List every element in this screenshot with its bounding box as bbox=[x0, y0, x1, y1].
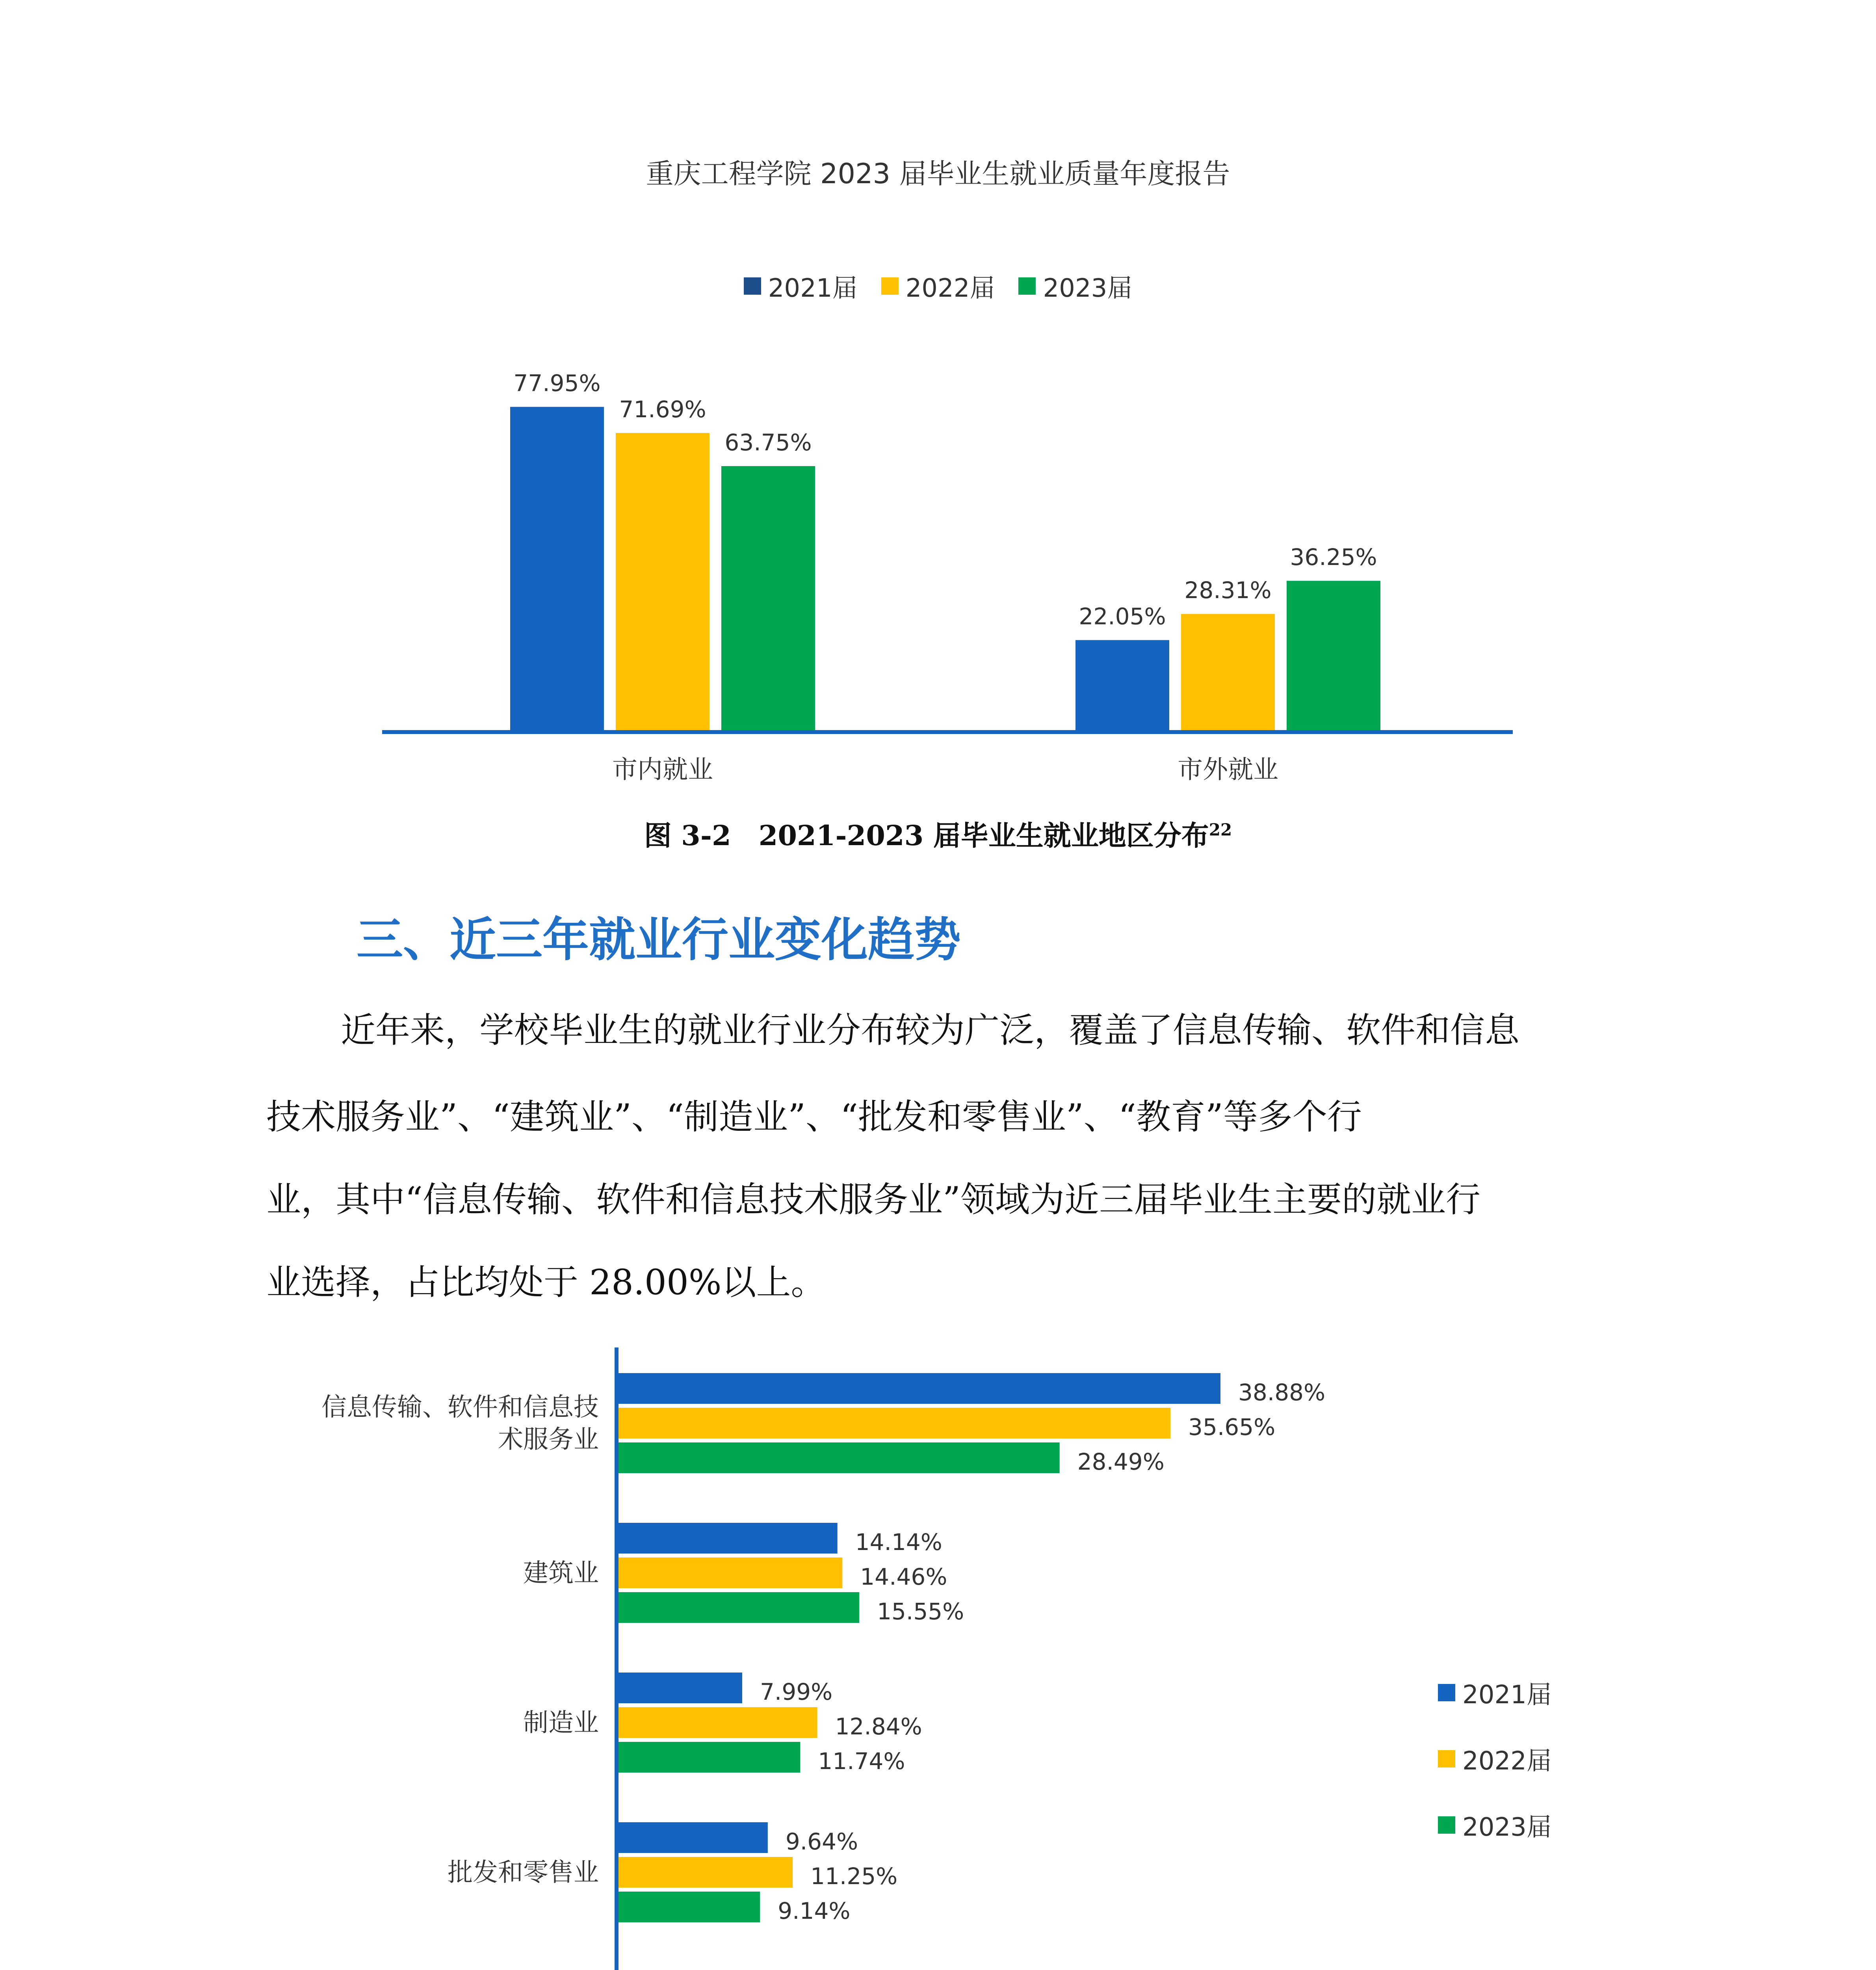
chart1-category-label-1: 市外就业 bbox=[1178, 755, 1278, 784]
chart2-value-label-1-2: 15.55% bbox=[877, 1598, 964, 1625]
footnote-ref-22[interactable]: 22 bbox=[1209, 820, 1232, 840]
chart2-bar-1-0 bbox=[619, 1523, 838, 1554]
chart2-bar-1-2 bbox=[619, 1592, 859, 1623]
legend2-label-2021: 2021届 bbox=[1462, 1680, 1552, 1710]
chart2-value-label-0-0: 38.88% bbox=[1238, 1379, 1326, 1406]
chart2-value-label-3-2: 9.14% bbox=[778, 1898, 851, 1924]
chart2-category-label-3-0: 批发和零售业 bbox=[448, 1858, 599, 1887]
chart2-value-label-1-0: 14.14% bbox=[855, 1529, 942, 1556]
section-heading: 三、近三年就业行业变化趋势 bbox=[357, 913, 961, 967]
chart1-category-label-0: 市内就业 bbox=[612, 755, 713, 784]
paragraph-line-4: 业选择，占比均处于 28.00%以上。 bbox=[266, 1262, 826, 1303]
chart2-value-label-0-2: 28.49% bbox=[1077, 1448, 1165, 1475]
chart2-category-label-0-1: 术服务业 bbox=[498, 1425, 599, 1454]
running-header: 重庆工程学院 2023 届毕业生就业质量年度报告 bbox=[646, 158, 1230, 190]
legend2-label-2023: 2023届 bbox=[1462, 1813, 1552, 1842]
legend2-swatch-2021 bbox=[1438, 1684, 1455, 1701]
chart2-value-label-0-1: 35.65% bbox=[1188, 1414, 1276, 1440]
paragraph-line-1: 近年来，学校毕业生的就业行业分布较为广泛，覆盖了信息传输、软件和信息 bbox=[341, 1010, 1520, 1050]
chart1-value-label-0-0: 77.95% bbox=[513, 370, 601, 397]
legend-label-2023: 2023届 bbox=[1043, 274, 1133, 303]
legend2-label-2022: 2022届 bbox=[1462, 1747, 1552, 1776]
chart2-category-label-1-0: 建筑业 bbox=[523, 1559, 599, 1588]
chart1-caption: 图 3-2 2021-2023 届毕业生就业地区分布$^{22}$ bbox=[644, 819, 1232, 852]
chart2-category-label-2-0: 制造业 bbox=[523, 1708, 599, 1738]
chart2-bar-0-0 bbox=[619, 1373, 1220, 1404]
chart2-bar-3-0 bbox=[619, 1822, 768, 1853]
legend-label-2022: 2022届 bbox=[905, 274, 995, 303]
chart2-value-label-2-2: 11.74% bbox=[818, 1748, 905, 1775]
chart1-value-label-0-1: 71.69% bbox=[619, 396, 706, 423]
paragraph-line-3: 业，其中“信息传输、软件和信息技术服务业”领域为近三届毕业生主要的就业行 bbox=[266, 1179, 1480, 1220]
legend2-swatch-2023 bbox=[1438, 1816, 1455, 1834]
chart2-category-labels bbox=[321, 1393, 599, 1970]
chart2-bar-2-2 bbox=[619, 1742, 800, 1773]
chart2-bar-0-2 bbox=[619, 1442, 1060, 1473]
chart2-bar-1-1 bbox=[619, 1557, 842, 1588]
chart1-value-label-1-2: 36.25% bbox=[1290, 544, 1377, 571]
chart1-value-label-0-2: 63.75% bbox=[724, 429, 812, 456]
chart2-bar-2-0 bbox=[619, 1673, 742, 1703]
chart2-value-label-1-1: 14.46% bbox=[860, 1563, 947, 1590]
legend2-swatch-2022 bbox=[1438, 1750, 1455, 1767]
chart2-category-label-0-0: 信息传输、软件和信息技 bbox=[321, 1393, 599, 1422]
chart2-value-label-3-0: 9.64% bbox=[785, 1828, 858, 1855]
chart2-value-label-2-0: 7.99% bbox=[760, 1678, 833, 1705]
chart2-value-label-3-1: 11.25% bbox=[810, 1863, 898, 1890]
chart2-legend bbox=[1438, 1674, 1552, 1873]
chart1-value-label-1-1: 28.31% bbox=[1184, 577, 1272, 604]
legend2-item-2023 bbox=[1438, 1807, 1552, 1843]
chart2-bar-3-2 bbox=[619, 1892, 760, 1922]
chart1-value-label-1-0: 22.05% bbox=[1079, 603, 1166, 630]
chart2-bars bbox=[619, 1373, 1325, 1970]
legend-label-2021: 2021届 bbox=[768, 274, 858, 303]
chart2-value-label-2-1: 12.84% bbox=[835, 1713, 922, 1740]
chart2-bar-3-1 bbox=[619, 1857, 793, 1888]
legend2-item-2022 bbox=[1438, 1741, 1552, 1777]
chart2-bar-2-1 bbox=[619, 1707, 817, 1738]
paragraph-line-2: 技术服务业”、“建筑业”、“制造业”、“批发和零售业”、“教育”等多个行 bbox=[266, 1097, 1362, 1137]
chart2-bar-0-1 bbox=[619, 1408, 1170, 1438]
legend2-item-2021 bbox=[1438, 1674, 1552, 1711]
